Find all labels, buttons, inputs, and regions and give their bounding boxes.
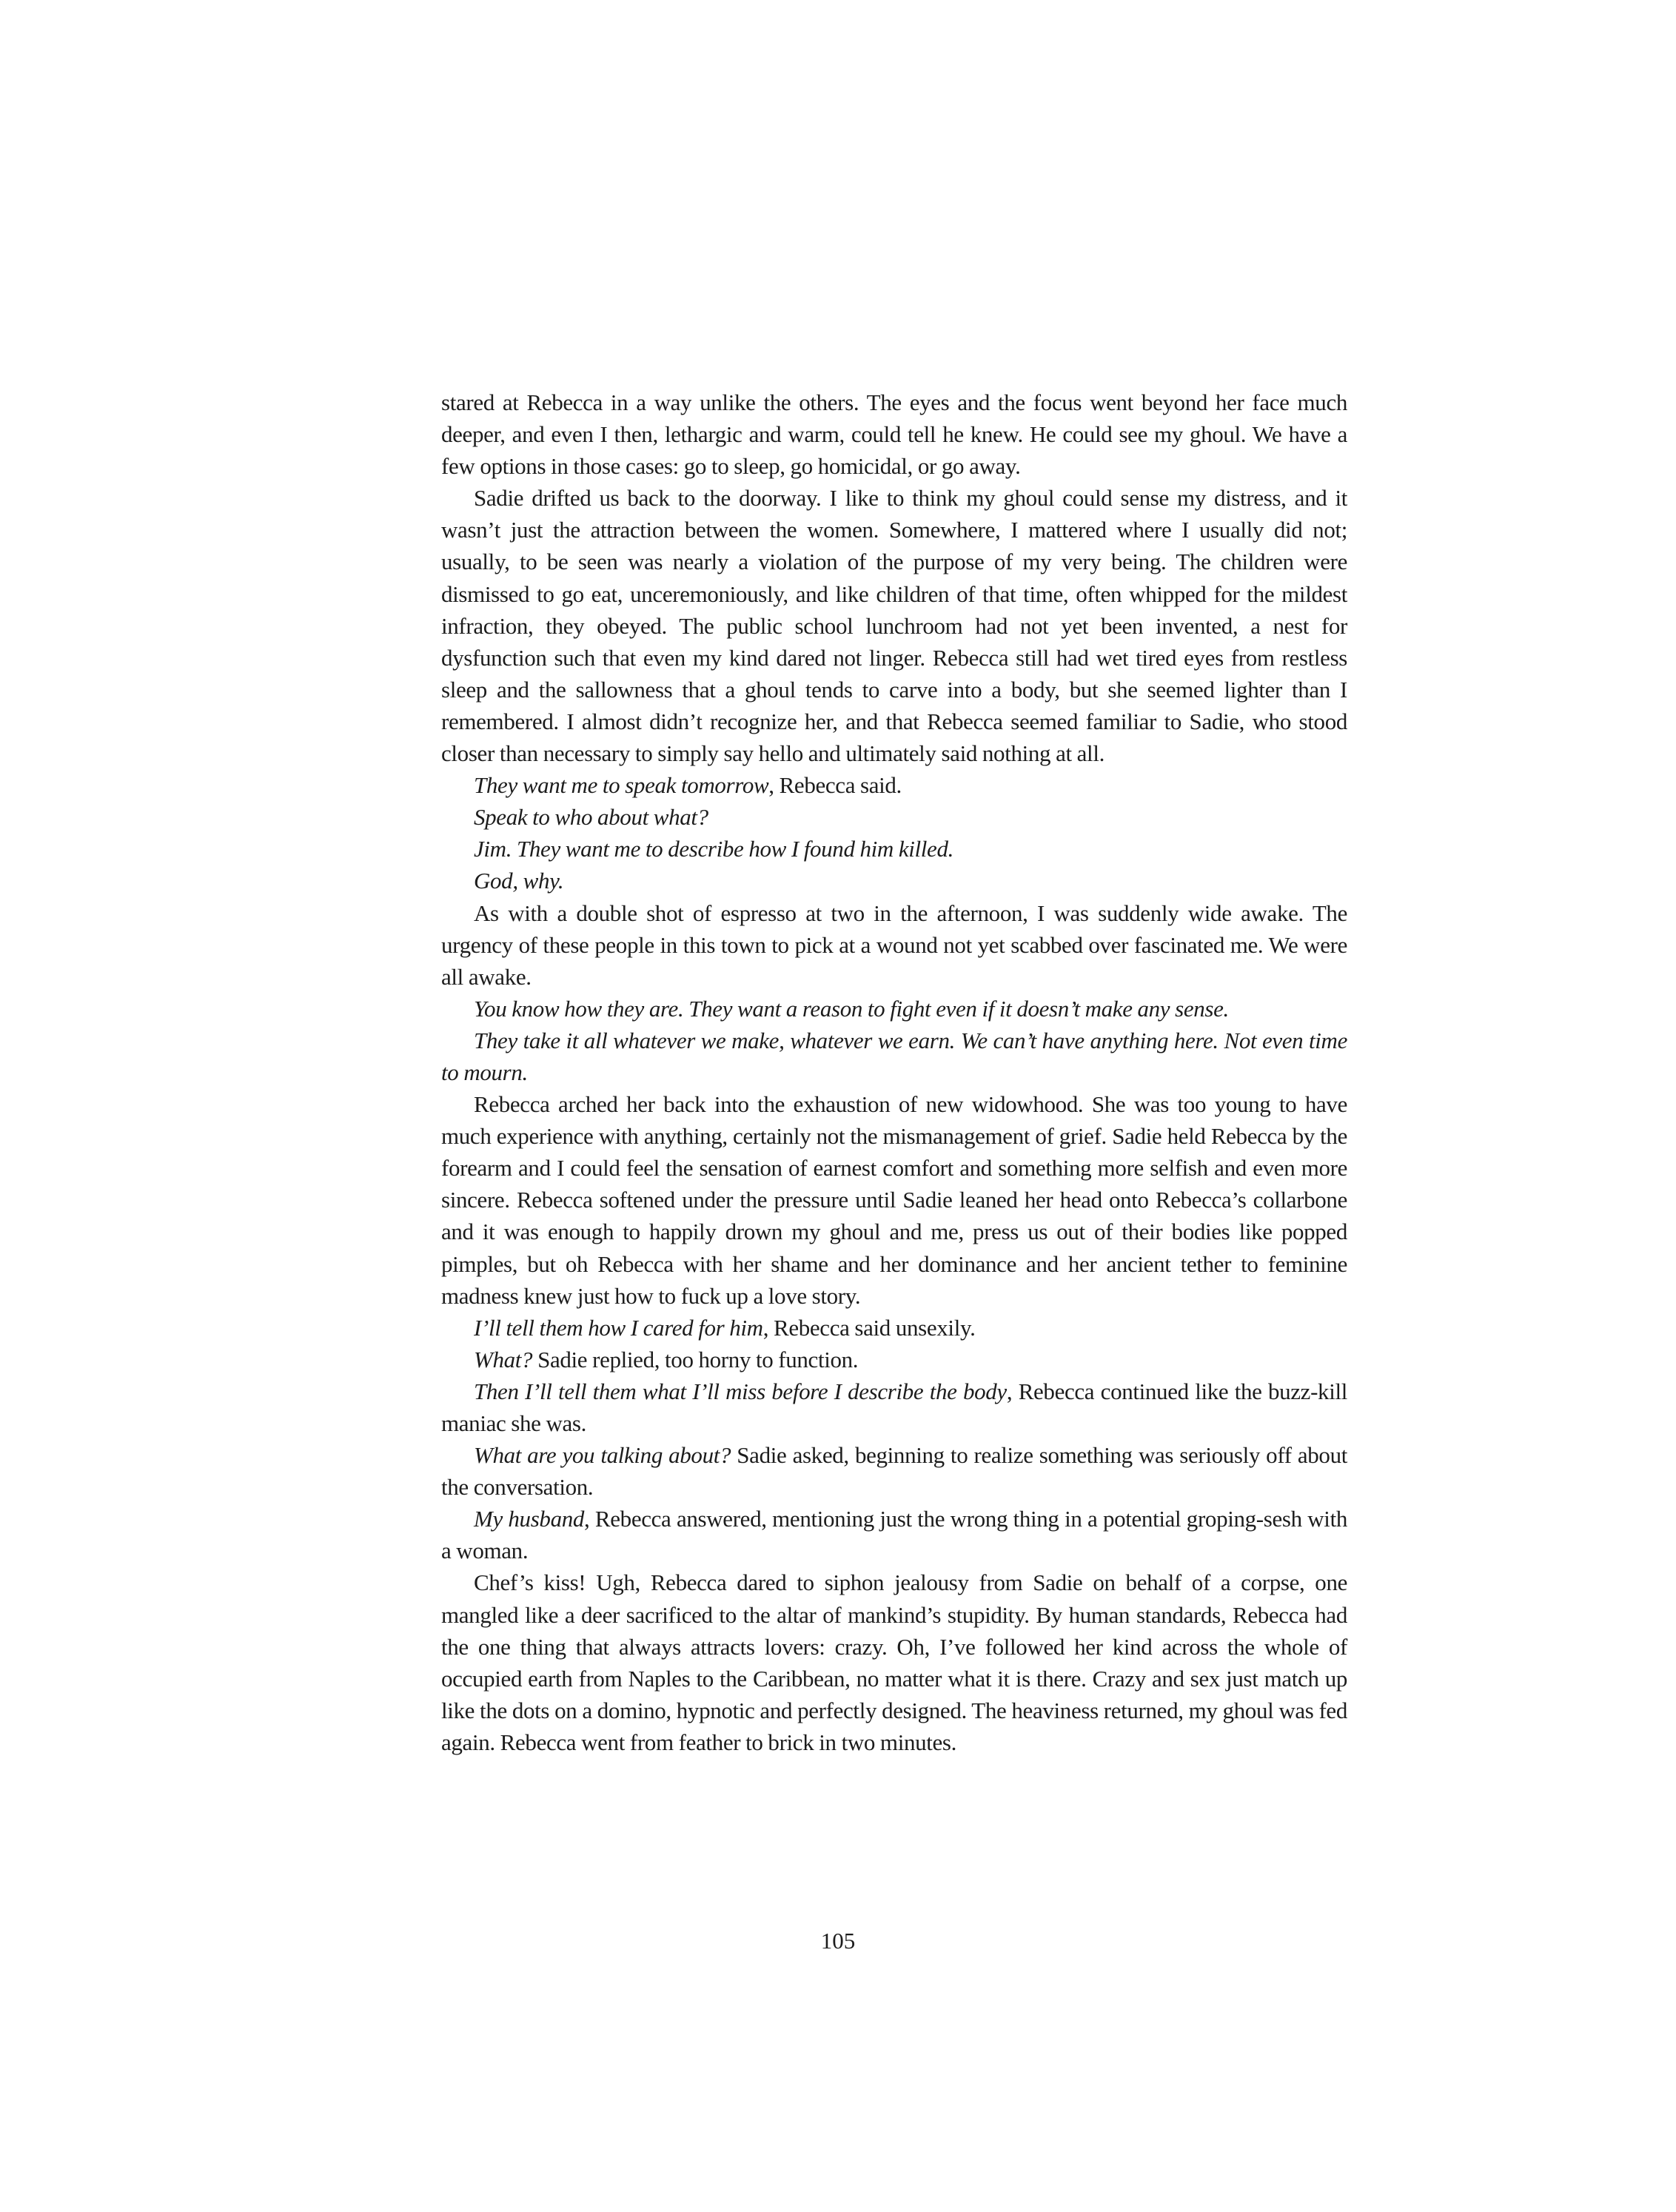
body-text: [441, 386, 1347, 1758]
text-run: Sadie replied, too horny to function.: [532, 1346, 859, 1373]
paragraph: [441, 897, 1347, 993]
paragraph: [441, 1312, 1347, 1344]
paragraph: [441, 1344, 1347, 1375]
paragraph: [441, 833, 1347, 865]
text-run: Sadie asked, beginning to realize something was seriously off about the conversation.: [441, 1442, 1347, 1501]
italic-dialogue-run: You know how they are. They want a reason to fight even if it doesn’t make any sense.: [474, 995, 1229, 1022]
text-run: Sadie drifted us back to the doorway. I like to think my ghoul could sense my distress, and it wasn’t just the attraction between the women. Somewhere, I mattered where I usually did not; usually, to be seen was nearly a violation of the purpose of my very being. The children were dismissed to go eat, unceremoniously, and like children of that time, often whipped for the mildest infraction, they obeyed. The public school lunchroom had not yet been invented, a nest for dysfunction such that even my kind dared not linger. Rebecca still had wet tired eyes from restless sleep and the sallowness that a ghoul tends to carve into a body, but she seemed lighter than I remembered. I almost didn’t recognize her, and that Rebecca seemed familiar to Sadie, who stood closer than necessary to simply say hello and ultimately said nothing at all.: [441, 485, 1347, 767]
italic-dialogue-run: God, why.: [474, 868, 564, 894]
italic-dialogue-run: Jim. They want me to describe how I found him killed.: [474, 836, 954, 862]
text-run: Chef’s kiss! Ugh, Rebecca dared to siphon jealousy from Sadie on behalf of a corpse, one mangled like a deer sacrificed to the altar of mankind’s stupidity. By human standards, Rebecca had the one thing that always attracts lovers: crazy. Oh, I’ve followed her kind across the whole of occupied earth from Naples to the Caribbean, no matter what it is there. Crazy and sex just match up like the dots on a domino, hypnotic and perfectly designed. The heaviness returned, my ghoul was fed again. Rebecca went from feather to brick in two minutes.: [441, 1569, 1347, 1755]
text-run: Rebecca arched her back into the exhaustion of new widowhood. She was too young to have much experience with anything, certainly not the mismanagement of grief. Sadie held Rebecca by the forearm and I could feel the sensation of earnest comfort and something more selfish and even more sincere. Rebecca softened under the pressure until Sadie leaned her head onto Rebecca’s collarbone and it was enough to happily drown my ghoul and me, press us out of their bodies like popped pimples, but oh Rebecca with her shame and her dominance and her ancient tether to feminine madness knew just how to fuck up a love story.: [441, 1091, 1347, 1309]
page-number: 105: [820, 1928, 856, 1954]
paragraph: [441, 1439, 1347, 1503]
paragraph: [441, 386, 1347, 482]
paragraph: [441, 1503, 1347, 1566]
text-run: , Rebecca said.: [768, 772, 902, 799]
italic-dialogue-run: Then I’ll tell them what I’ll miss before I describe the body: [474, 1378, 1007, 1404]
paragraph: [441, 1025, 1347, 1088]
text-run: , Rebecca continued like the buzz-kill maniac she was.: [441, 1378, 1347, 1436]
italic-dialogue-run: They take it all whatever we make, whatever we earn. We can’t have anything here. Not even time to mourn.: [441, 1027, 1347, 1085]
paragraph: [441, 769, 1347, 801]
italic-dialogue-run: They want me to speak tomorrow: [474, 772, 769, 799]
paragraph: [441, 1088, 1347, 1312]
paragraph: [441, 865, 1347, 896]
text-run: , Rebecca said unsexily.: [762, 1314, 976, 1341]
italic-dialogue-run: What are you talking about?: [474, 1442, 731, 1469]
italic-dialogue-run: I’ll tell them how I cared for him: [474, 1314, 763, 1341]
paragraph: [441, 1375, 1347, 1439]
paragraph: [441, 993, 1347, 1025]
italic-dialogue-run: My husband: [474, 1506, 585, 1532]
paragraph: [441, 801, 1347, 833]
italic-dialogue-run: Speak to who about what?: [474, 804, 708, 831]
text-run: , Rebecca answered, mentioning just the wrong thing in a potential groping-sesh with a woman.: [441, 1506, 1347, 1564]
text-run: As with a double shot of espresso at two in the afternoon, I was suddenly wide awake. The urgency of these people in this town to pick at a wound not yet scabbed over fascinated me. We were all awake.: [441, 899, 1347, 990]
italic-dialogue-run: What?: [474, 1346, 533, 1373]
paragraph: [441, 482, 1347, 769]
text-run: stared at Rebecca in a way unlike the others. The eyes and the focus went beyond her face much deeper, and even I then, lethargic and warm, could tell he knew. He could see my ghoul. We have a few options in those cases: go to sleep, go homicidal, or go away.: [441, 389, 1347, 480]
paragraph: [441, 1566, 1347, 1758]
